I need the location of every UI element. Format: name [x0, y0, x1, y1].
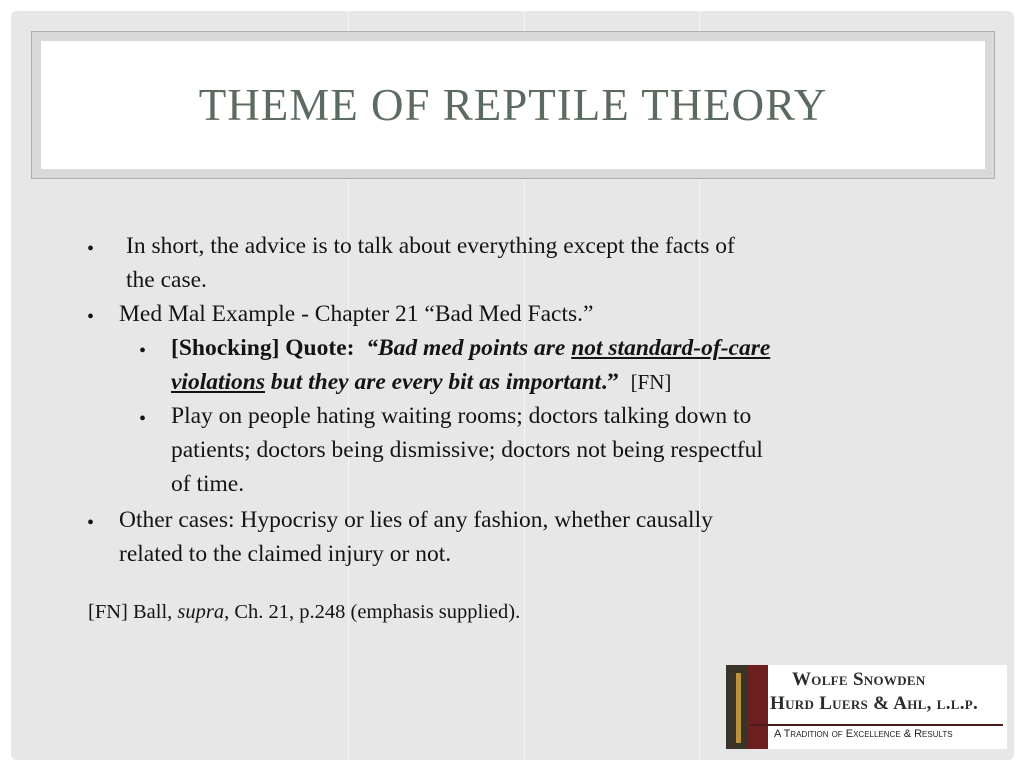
- logo-divider: [750, 724, 1003, 726]
- sub-bullet-text: Play on people hating waiting rooms; doctors talking down to: [171, 403, 752, 429]
- quote-text: but they are every bit as important: [270, 369, 602, 395]
- logo-tagline: A Tradition of Excellence & Results: [774, 728, 953, 740]
- bullet-dot: •: [87, 306, 95, 328]
- bullet-text: Med Mal Example - Chapter 21 “Bad Med Facts.”: [119, 301, 594, 327]
- sub-bullet-text: of time.: [171, 471, 245, 497]
- sub-bullet-dot: •: [139, 340, 147, 362]
- shocking-quote-line: [171, 365, 671, 399]
- slide-title: THEME OF REPTILE THEORY: [198, 80, 828, 130]
- bullet-text: related to the claimed injury or not.: [119, 541, 452, 567]
- bullet-text: Other cases: Hypocrisy or lies of any fashion, whether causally: [119, 507, 713, 533]
- firm-logo: [726, 665, 1007, 749]
- quote-label: [Shocking] Quote:: [171, 335, 355, 361]
- title-frame: [31, 31, 995, 179]
- quote-text: “Bad med points are: [366, 335, 566, 361]
- sub-bullet-text: patients; doctors being dismissive; doctors not being respectful: [171, 437, 763, 463]
- bullet-dot: •: [87, 512, 95, 534]
- logo-name-line2: Hurd Luers & Ahl, l.l.p.: [770, 693, 979, 714]
- quote-emphasis: violations: [171, 369, 266, 395]
- bullet-text: the case.: [126, 267, 207, 293]
- footnote: [88, 601, 520, 624]
- footnote-prefix: [FN] Ball,: [88, 601, 178, 623]
- logo-emblem-icon: [726, 665, 768, 749]
- bullet-dot: •: [87, 238, 95, 260]
- footnote-italic: supra: [177, 601, 225, 623]
- slide: [11, 11, 1014, 760]
- title-box: [41, 41, 985, 169]
- bullet-text: In short, the advice is to talk about everything except the facts of: [126, 233, 735, 259]
- quote-close: .”: [601, 369, 619, 395]
- quote-emphasis: not standard-of-care: [571, 335, 771, 361]
- logo-name-line1: Wolfe Snowden: [792, 669, 926, 690]
- shocking-quote-line: [171, 331, 770, 365]
- sub-bullet-dot: •: [139, 408, 147, 430]
- footnote-ref: [FN]: [630, 370, 672, 394]
- footnote-suffix: , Ch. 21, p.248 (emphasis supplied).: [224, 601, 521, 623]
